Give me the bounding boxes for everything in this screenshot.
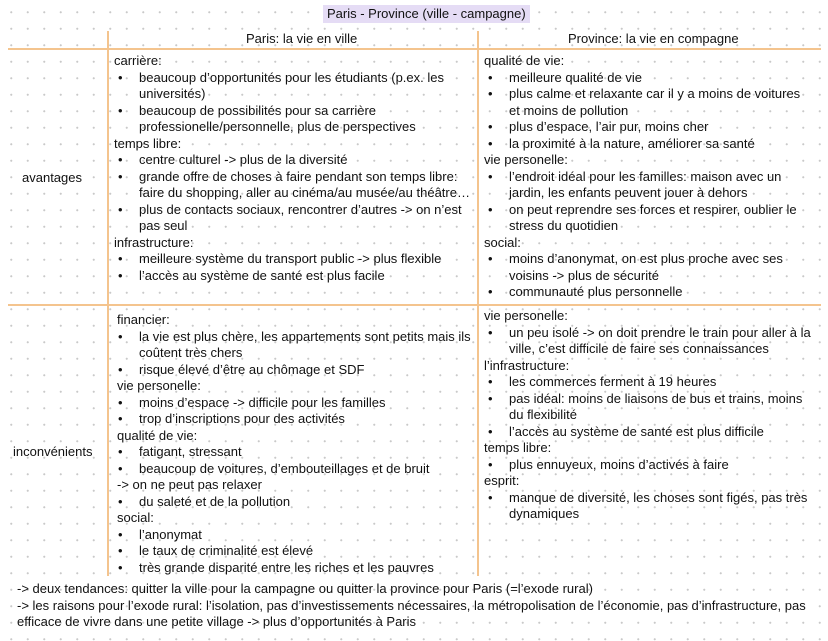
section-heading: temps libre: (484, 440, 552, 455)
list-item: • grande offre de choses à faire pendant son temps libre: faire du shopping, aller au cinéma/au musée/au théâtre… (114, 169, 472, 202)
row-divider (8, 304, 821, 306)
list-item: • beaucoup d’opportunités pour les étudiants (p.ex. les universités) (114, 70, 472, 103)
section-heading: social: (484, 234, 521, 250)
page-title: Paris - Province (ville - campagne) (323, 5, 530, 23)
section-heading: vie personelle: (484, 308, 568, 323)
list-item: • beaucoup de possibilités pour sa carrière professionelle/personnelle, plus de perspectives (114, 103, 472, 136)
section-heading: infrastructure: (114, 234, 194, 250)
header-paris: Paris: la vie en ville (246, 31, 358, 46)
bullet-list (484, 251, 814, 301)
list-item: • la proximité à la nature, améliorer sa santé (484, 136, 814, 153)
bullet-list (484, 325, 814, 358)
list-item: • risque élevé d’être au chômage et SDF (114, 362, 472, 379)
section-heading: -> on ne peut pas relaxer (117, 477, 262, 492)
bullet-list (114, 527, 472, 577)
list-item: • on peut reprendre ses forces et respirer, oublier le stress du quotidien (484, 202, 814, 235)
list-item: • le taux de criminalité est élevé (114, 543, 472, 560)
bullet-list (114, 152, 472, 235)
cell-paris-avantages (114, 53, 472, 284)
bullet-list (484, 374, 814, 440)
footer-line: -> les raisons pour l’exode rural: l’isolation, pas d’investissements nécessaires, la métropolisation de l’économie, pas d’infrastructure, pas efficace de vivre dans une petite village -> plus d’opportunités à Paris (17, 597, 806, 629)
list-item: • un peu isolé -> on doit prendre le train pour aller à la ville, c’est difficile de faire ses connaissances (484, 325, 814, 358)
bullet-list (114, 70, 472, 136)
list-item: • la vie est plus chère, les appartements sont petits mais ils coûtent très chers (114, 329, 472, 362)
list-item: • moins d’anonymat, on est plus proche avec ses voisins -> plus de sécurité (484, 251, 814, 284)
section-heading: financier: (117, 312, 170, 327)
bullet-list (484, 169, 814, 235)
cell-province-avantages (484, 53, 814, 301)
section-heading: vie personelle: (484, 152, 568, 167)
list-item: • trop d’inscriptions pour des activités (114, 411, 472, 428)
list-item: • l’accès au système de santé est plus difficile (484, 424, 814, 441)
bullet-list (484, 457, 814, 474)
list-item: • très grande disparité entre les riches et les pauvres (114, 560, 472, 577)
header-province: Province: la vie en compagne (568, 31, 739, 46)
list-item: • l’accès au système de santé est plus facile (114, 268, 472, 285)
cell-paris-inconvenients (114, 312, 472, 576)
list-item: • plus de contacts sociaux, rencontrer d’autres -> on n’est pas seul (114, 202, 472, 235)
list-item: • communauté plus personnelle (484, 284, 814, 301)
list-item: • moins d’espace -> difficile pour les familles (114, 395, 472, 412)
list-item: • pas idéal: moins de liaisons de bus et trains, moins du flexibilité (484, 391, 814, 424)
footer-notes (17, 581, 807, 631)
bullet-list (114, 494, 472, 511)
list-item: • plus calme et relaxante car il y a moins de voitures et moins de pollution (484, 86, 814, 119)
list-item: • plus d’espace, l’air pur, moins cher (484, 119, 814, 136)
column-divider-right (477, 31, 479, 576)
section-heading: temps libre: (114, 135, 182, 151)
row-label-inconvenients: inconvénients (13, 444, 93, 459)
bullet-list (114, 395, 472, 428)
list-item: • fatigant, stressant (114, 444, 472, 461)
section-heading: qualité de vie: (117, 427, 198, 443)
list-item: • l’anonymat (114, 527, 472, 544)
list-item: • meilleure qualité de vie (484, 70, 814, 87)
list-item: • l’endroit idéal pour les familles: maison avec un jardin, les enfants peuvent jouer à dehors (484, 169, 814, 202)
list-item: • manque de diversité, les choses sont figés, pas très dynamiques (484, 490, 814, 523)
cell-province-inconvenients (484, 308, 814, 523)
column-divider-left (107, 31, 109, 576)
section-heading: carrière: (114, 53, 162, 68)
list-item: • meilleure système du transport public -> plus flexible (114, 251, 472, 268)
section-heading: qualité de vie: (484, 53, 565, 68)
bullet-list (114, 251, 472, 284)
section-heading: vie personelle: (117, 378, 201, 393)
section-heading: l’infrastructure: (484, 357, 570, 373)
bullet-list (114, 444, 472, 477)
bullet-list (484, 490, 814, 523)
list-item: • centre culturel -> plus de la diversité (114, 152, 472, 169)
list-item: • les commerces ferment à 19 heures (484, 374, 814, 391)
section-heading: social: (117, 510, 154, 525)
list-item: • du saleté et de la pollution (114, 494, 472, 511)
footer-line: -> deux tendances: quitter la ville pour la campagne ou quitter la province pour Paris (=l’exode rural) (17, 581, 593, 596)
header-divider (8, 48, 821, 50)
row-label-avantages: avantages (22, 170, 82, 185)
bullet-list (114, 329, 472, 379)
list-item: • plus ennuyeux, moins d’activés à faire (484, 457, 814, 474)
list-item: • beaucoup de voitures, d’embouteillages et de bruit (114, 461, 472, 478)
section-heading: esprit: (484, 473, 520, 488)
bullet-list (484, 70, 814, 153)
